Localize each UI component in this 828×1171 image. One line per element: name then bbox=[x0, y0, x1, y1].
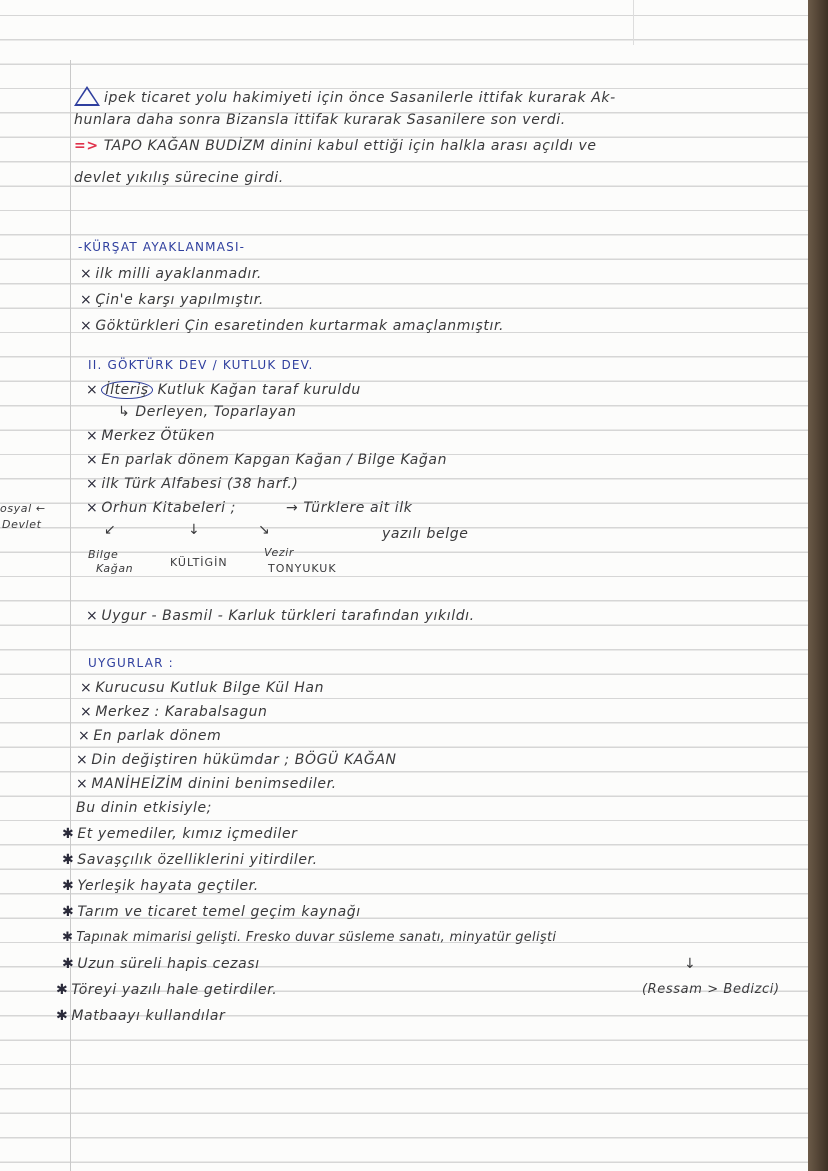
tonyukuk: TONYUKUK bbox=[268, 562, 337, 575]
list-item bbox=[80, 318, 504, 334]
text: Matbaayı kullandılar bbox=[71, 1008, 226, 1024]
list-item bbox=[62, 826, 298, 842]
text: Et yemediler, kımız içmediler bbox=[77, 826, 298, 842]
text: Uygur - Basmil - Karluk türkleri tarafından yıkıldı. bbox=[101, 608, 475, 624]
bilge: Bilge bbox=[88, 548, 119, 561]
text: Çin'e karşı yapılmıştır. bbox=[95, 292, 264, 308]
text: Savaşçılık özelliklerini yitirdiler. bbox=[77, 852, 318, 868]
text: MANİHEİZİM dinini benimsediler. bbox=[91, 776, 337, 792]
orhun-note: → Türklere ait ilk bbox=[286, 500, 413, 516]
star-bullet-icon: ✱ bbox=[56, 982, 69, 998]
side-note: Devlet bbox=[2, 518, 42, 531]
star-bullet-icon: ✱ bbox=[62, 956, 75, 972]
list-item bbox=[86, 476, 298, 492]
arrow-icon: ↘ bbox=[258, 522, 271, 538]
x-bullet-icon: × bbox=[80, 318, 93, 334]
intro-line-2: hunlara daha sonra Bizansla ittifak kurarak Sasanilere son verdi. bbox=[74, 112, 566, 128]
x-bullet-icon: × bbox=[78, 728, 91, 744]
star-bullet-icon: ✱ bbox=[62, 826, 75, 842]
heading-kursat: -KÜRŞAT AYAKLANMASI- bbox=[78, 240, 246, 254]
star-bullet-icon: ✱ bbox=[62, 878, 75, 894]
effect-intro: Bu dinin etkisiyle; bbox=[76, 800, 212, 816]
text: En parlak dönem bbox=[93, 728, 222, 744]
intro-line-4: devlet yıkılış sürecine girdi. bbox=[74, 170, 284, 186]
ressam-note: (Ressam > Bedizci) bbox=[642, 982, 780, 997]
list-item bbox=[86, 428, 215, 444]
x-bullet-icon: × bbox=[86, 608, 99, 624]
list-item bbox=[62, 904, 361, 920]
x-bullet-icon: × bbox=[76, 752, 89, 768]
x-bullet-icon: × bbox=[86, 382, 99, 398]
text: Merkez Ötüken bbox=[101, 428, 216, 444]
x-bullet-icon: × bbox=[80, 266, 93, 282]
text: Din değiştiren hükümdar ; BÖGÜ KAĞAN bbox=[91, 752, 397, 768]
page-header-box bbox=[128, 0, 634, 45]
text: Tarım ve ticaret temel geçim kaynağı bbox=[77, 904, 361, 920]
x-bullet-icon: × bbox=[86, 476, 99, 492]
text: En parlak dönem Kapgan Kağan / Bilge Kağan bbox=[101, 452, 448, 468]
text: ilk Türk Alfabesi (38 harf.) bbox=[101, 476, 299, 492]
note: ↳ Derleyen, Toparlayan bbox=[118, 404, 297, 420]
list-item bbox=[62, 930, 556, 945]
text: ipek ticaret yolu hakimiyeti için önce Sasanilerle ittifak kurarak Ak- bbox=[104, 90, 616, 106]
vezir: Vezir bbox=[264, 546, 295, 559]
orhun-note: yazılı belge bbox=[382, 526, 469, 542]
text: Orhun Kitabeleri ; bbox=[101, 500, 236, 516]
list-item bbox=[86, 452, 447, 468]
star-bullet-icon: ✱ bbox=[62, 904, 75, 920]
text: Töreyi yazılı hale getirdiler. bbox=[71, 982, 278, 998]
list-item bbox=[56, 1008, 225, 1024]
intro-line-1 bbox=[74, 86, 616, 106]
arrow-icon: ↓ bbox=[188, 522, 201, 538]
notebook-edge bbox=[808, 0, 828, 1171]
side-note: osyal ← bbox=[0, 502, 46, 515]
text: Göktürkleri Çin esaretinden kurtarmak amaçlanmıştır. bbox=[95, 318, 505, 334]
text: Kutluk Kağan taraf kuruldu bbox=[157, 382, 361, 398]
arrow-icon: => bbox=[74, 138, 99, 154]
intro-line-3 bbox=[74, 138, 597, 154]
kagan: Kağan bbox=[96, 562, 134, 575]
x-bullet-icon: × bbox=[80, 704, 93, 720]
arrow-icon: ↙ bbox=[104, 522, 117, 538]
triangle-arrow-icon bbox=[74, 86, 100, 106]
heading-uygurlar: UYGURLAR : bbox=[88, 656, 174, 670]
x-bullet-icon: × bbox=[86, 428, 99, 444]
list-item bbox=[86, 382, 361, 398]
x-bullet-icon: × bbox=[86, 500, 99, 516]
star-bullet-icon: ✱ bbox=[62, 930, 74, 945]
list-item bbox=[76, 776, 337, 792]
list-item bbox=[80, 680, 324, 696]
list-item bbox=[76, 752, 397, 768]
text: Tapınak mimarisi gelişti. Fresko duvar süsleme sanatı, minyatür gelişti bbox=[76, 930, 557, 945]
text: TAPO KAĞAN BUDİZM dinini kabul ettiği için halkla arası açıldı ve bbox=[103, 138, 597, 154]
list-item bbox=[62, 956, 260, 972]
list-item bbox=[62, 878, 259, 894]
text: ilk milli ayaklanmadır. bbox=[95, 266, 262, 282]
text: Merkez : Karabalsagun bbox=[95, 704, 268, 720]
x-bullet-icon: × bbox=[80, 292, 93, 308]
text: Uzun süreli hapis cezası bbox=[77, 956, 260, 972]
list-item bbox=[80, 266, 262, 282]
x-bullet-icon: × bbox=[86, 452, 99, 468]
list-item bbox=[56, 982, 277, 998]
star-bullet-icon: ✱ bbox=[56, 1008, 69, 1024]
text: Yerleşik hayata geçtiler. bbox=[77, 878, 259, 894]
list-item bbox=[62, 852, 318, 868]
list-item bbox=[80, 292, 264, 308]
margin-line bbox=[70, 60, 71, 1171]
list-item bbox=[80, 704, 268, 720]
star-bullet-icon: ✱ bbox=[62, 852, 75, 868]
list-item-orhun bbox=[86, 500, 236, 516]
x-bullet-icon: × bbox=[76, 776, 89, 792]
x-bullet-icon: × bbox=[80, 680, 93, 696]
text: Kurucusu Kutluk Bilge Kül Han bbox=[95, 680, 325, 696]
circled-word: İlteriş bbox=[101, 381, 152, 399]
down-arrow-icon: ↓ bbox=[684, 956, 697, 972]
heading-gokturk: II. GÖKTÜRK DEV / KUTLUK DEV. bbox=[88, 358, 314, 372]
list-item bbox=[78, 728, 221, 744]
list-item bbox=[86, 608, 475, 624]
kultigin: KÜLTİGİN bbox=[170, 556, 228, 569]
